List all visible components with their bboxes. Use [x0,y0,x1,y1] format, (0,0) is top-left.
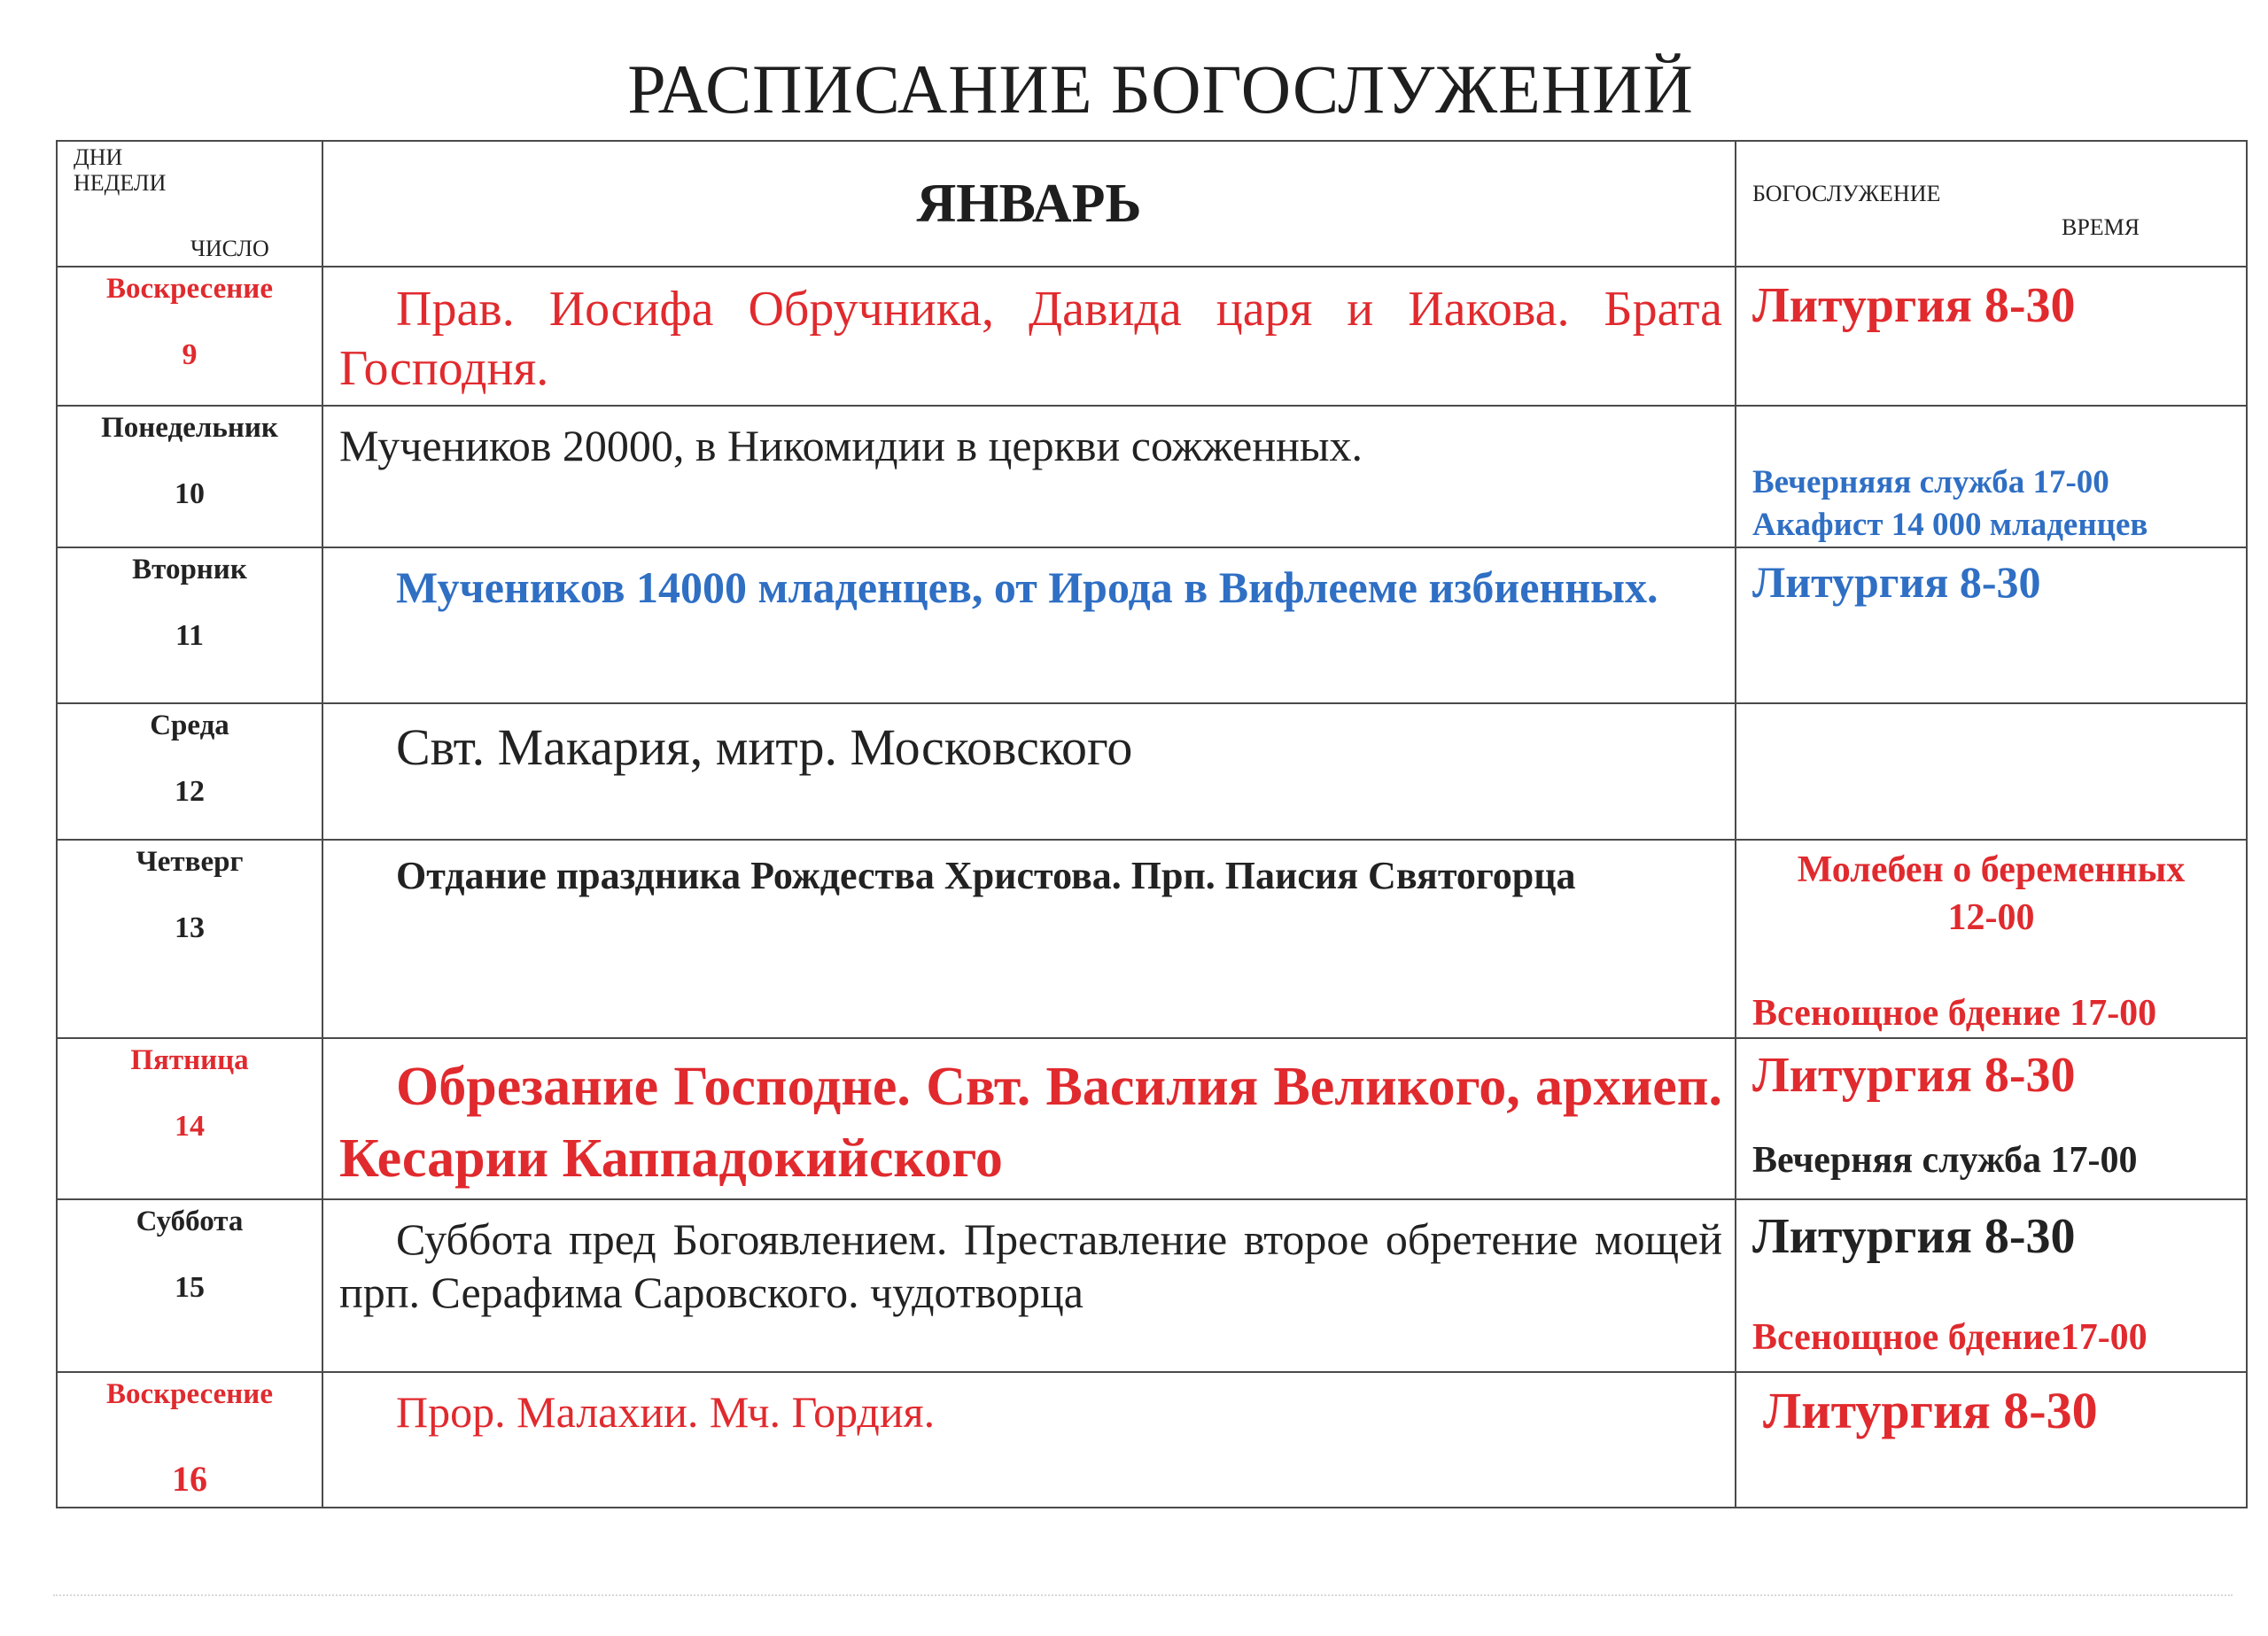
day-cell [57,703,322,840]
service-cell [1736,1199,2247,1372]
table-row [57,1372,2247,1508]
service-cell [1736,406,2247,547]
day-cell [57,406,322,547]
service-item: Литургия 8-30 [1752,1048,2076,1103]
saint-commemoration: Прав. Иосифа Обручника, Давида царя и Иакова. Брата Господня. [322,267,1736,406]
service-item: Литургия 8-30 [1763,1382,2098,1439]
page-title: РАСПИСАНИЕ БОГОСЛУЖЕНИЙ [627,50,1694,128]
day-cell [57,1372,322,1508]
saint-commemoration: Мучеников 20000, в Никомидии в церкви сожженных. [322,406,1736,547]
header-day-cell [57,141,322,267]
service-cell [1736,267,2247,406]
service-item: 12-00 [1947,897,2035,938]
table-row [57,1038,2247,1199]
table-row [57,406,2247,547]
weekday: Четверг [136,846,244,878]
day-number: 15 [175,1271,205,1304]
service-item: Вечерняя служба 17-00 [1752,1140,2138,1181]
service-cell [1736,1372,2247,1508]
weekday: Среда [150,709,229,741]
time-label: ВРЕМЯ [2062,214,2140,240]
day-cell [57,267,322,406]
saint-commemoration: Суббота пред Богоявлением. Преставление второе обретение мощей прп. Серафима Саровского. чудотворца [322,1199,1736,1372]
saint-commemoration: Свт. Макария, митр. Московского [322,703,1736,840]
service-item: Акафист 14 000 младенцев [1752,507,2148,543]
day-cell [57,547,322,703]
service-cell [1736,703,2247,840]
weekday: Пятница [130,1044,249,1076]
saint-commemoration: Обрезание Господне. Свт. Василия Великого, архиеп. Кесарии Каппадокийского [322,1038,1736,1199]
service-item: Литургия 8-30 [1752,1209,2076,1264]
table-row [57,703,2247,840]
schedule-table [56,140,2248,1508]
number-label: ЧИСЛО [190,236,269,261]
day-cell [57,1199,322,1372]
service-cell [1736,1038,2247,1199]
saint-commemoration: Мучеников 14000 младенцев, от Ирода в Вифлееме избиенных. [322,547,1736,703]
weekday: Воскресение [106,1378,273,1410]
header-row [57,141,2247,267]
day-number: 13 [175,911,205,944]
service-item: Всенощное бдение 17-00 [1752,993,2157,1034]
saint-commemoration: Отдание праздника Рождества Христова. Прп. Паисия Святогорца [322,840,1736,1038]
day-number: 16 [172,1459,207,1499]
weekday: Суббота [136,1206,244,1237]
service-label: БОГОСЛУЖЕНИЕ [1752,181,1941,206]
day-number: 12 [175,775,205,808]
service-cell [1736,547,2247,703]
table-row [57,840,2247,1038]
day-cell [57,840,322,1038]
weekday: Воскресение [106,273,273,305]
table-row [57,267,2247,406]
service-item: Молебен о беременных [1797,849,2186,890]
service-item: Всенощное бдение17-00 [1752,1317,2148,1358]
saint-commemoration: Прор. Малахии. Мч. Гордия. [322,1372,1736,1508]
table-row [57,547,2247,703]
weekday: Понедельник [101,412,278,444]
table-row [57,1199,2247,1372]
day-number: 9 [182,338,198,371]
service-cell [1736,840,2247,1038]
service-item: Вечерняяя служба 17-00 [1752,464,2109,500]
day-number: 10 [175,477,205,510]
day-cell [57,1038,322,1199]
month-heading: ЯНВАРЬ [322,141,1736,267]
day-label: ДНИ НЕДЕЛИ [74,144,167,196]
day-number: 14 [175,1110,205,1143]
service-item: Литургия 8-30 [1752,557,2041,607]
header-service-cell [1736,141,2247,267]
service-item: Литургия 8-30 [1752,278,2076,333]
day-number: 11 [175,619,205,652]
scan-edge-divider [53,1594,2233,1600]
weekday: Вторник [132,554,247,585]
